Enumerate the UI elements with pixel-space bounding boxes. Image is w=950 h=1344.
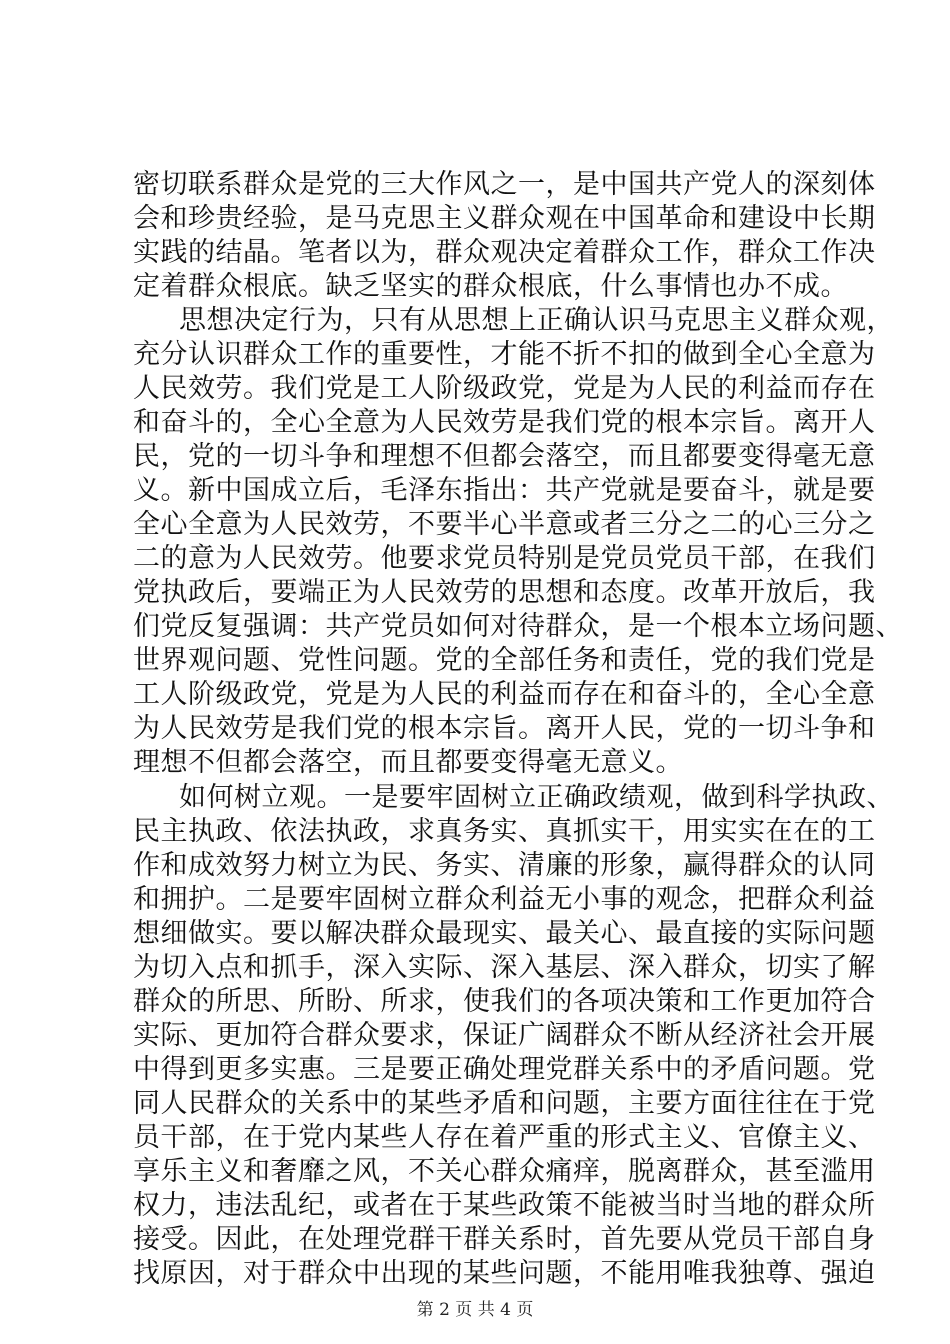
- text-line: 和拥护。二是要牢固树立群众利益无小事的观念，把群众利益: [133, 884, 876, 915]
- text-line: 接受。因此，在处理党群干群关系时，首先要从党员干部自身: [133, 1224, 876, 1255]
- text-line: 为人民效劳是我们党的根本宗旨。离开人民，党的一切斗争和: [133, 713, 876, 744]
- text-line: 员干部，在于党内某些人存在着严重的形式主义、官僚主义、: [133, 1122, 876, 1153]
- text-line: 民，党的一切斗争和理想不但都会落空，而且都要变得毫无意: [133, 441, 876, 472]
- text-line: 们党反复强调：共产党员如何对待群众，是一个根本立场问题、: [133, 611, 903, 642]
- text-line: 二的意为人民效劳。他要求党员特别是党员党员干部，在我们: [133, 543, 876, 574]
- text-line: 义。新中国成立后，毛泽东指出：共产党就是要奋斗，就是要: [133, 475, 876, 506]
- text-line: 权力，违法乱纪，或者在于某些政策不能被当时当地的群众所: [133, 1190, 876, 1221]
- paragraph-start-line: 思想决定行为，只有从思想上正确认识马克思主义群众观，: [179, 305, 894, 336]
- text-line: 实践的结晶。笔者以为，群众观决定着群众工作，群众工作决: [133, 237, 876, 268]
- text-line: 为切入点和抓手，深入实际、深入基层、深入群众，切实了解: [133, 952, 876, 983]
- text-line: 和奋斗的，全心全意为人民效劳是我们党的根本宗旨。离开人: [133, 407, 876, 438]
- text-line: 世界观问题、党性问题。党的全部任务和责任，党的我们党是: [133, 645, 876, 676]
- text-line: 中得到更多实惠。三是要正确处理党群关系中的矛盾问题。党: [133, 1054, 876, 1085]
- text-line: 找原因，对于群众中出现的某些问题，不能用唯我独尊、强迫: [133, 1258, 876, 1289]
- paragraph-start-line: 如何树立观。一是要牢固树立正确政绩观，做到科学执政、: [179, 782, 894, 813]
- text-line: 民主执政、依法执政，求真务实、真抓实干，用实实在在的工: [133, 816, 876, 847]
- text-line: 实际、更加符合群众要求，保证广阔群众不断从经济社会开展: [133, 1020, 876, 1051]
- text-line: 同人民群众的关系中的某些矛盾和问题，主要方面往往在于党: [133, 1088, 876, 1119]
- page-number-footer: 第 2 页 共 4 页: [416, 1300, 534, 1320]
- text-line: 想细做实。要以解决群众最现实、最关心、最直接的实际问题: [133, 918, 876, 949]
- text-line: 充分认识群众工作的重要性，才能不折不扣的做到全心全意为: [133, 339, 876, 370]
- text-line: 人民效劳。我们党是工人阶级政党，党是为人民的利益而存在: [133, 373, 876, 404]
- text-line: 工人阶级政党，党是为人民的利益而存在和奋斗的，全心全意: [133, 679, 876, 710]
- text-line: 享乐主义和奢靡之风，不关心群众痛痒，脱离群众，甚至滥用: [133, 1156, 876, 1187]
- text-line: 作和成效努力树立为民、务实、清廉的形象，赢得群众的认同: [133, 850, 876, 881]
- text-line: 理想不但都会落空，而且都要变得毫无意义。: [133, 747, 683, 778]
- text-line: 党执政后，要端正为人民效劳的思想和态度。改革开放后，我: [133, 577, 876, 608]
- text-line: 群众的所思、所盼、所求，使我们的各项决策和工作更加符合: [133, 986, 876, 1017]
- text-line: 会和珍贵经验，是马克思主义群众观在中国革命和建设中长期: [133, 203, 876, 234]
- text-line: 定着群众根底。缺乏坚实的群众根底，什么事情也办不成。: [133, 271, 848, 302]
- text-line: 全心全意为人民效劳，不要半心半意或者三分之二的心三分之: [133, 509, 876, 540]
- text-line: 密切联系群众是党的三大作风之一，是中国共产党人的深刻体: [133, 169, 876, 200]
